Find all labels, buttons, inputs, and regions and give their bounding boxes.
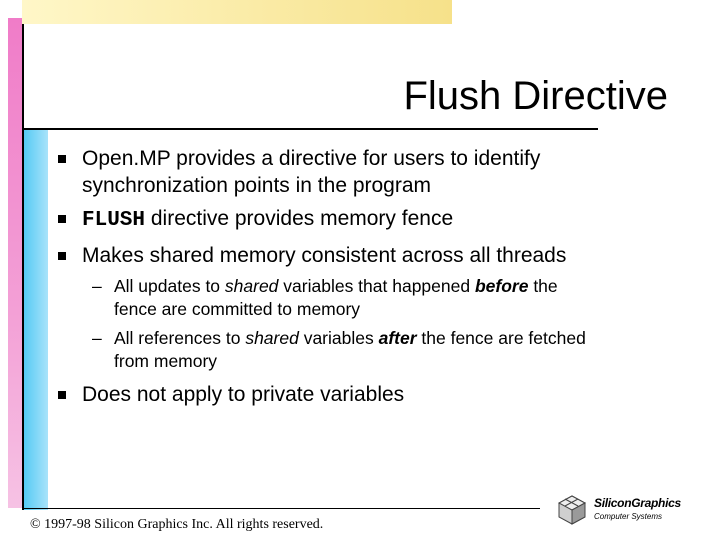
- sub-bullet-1-line-2: fence are committed to memory: [114, 299, 361, 319]
- left-blue-bar: [22, 130, 48, 510]
- left-pink-bar: [8, 18, 22, 508]
- sub-dash-2: –: [92, 328, 102, 348]
- footer-rule: [22, 508, 540, 509]
- bullet-1-line-2: synchronization points in the program: [82, 174, 432, 197]
- slide-title: Flush Directive: [403, 74, 668, 118]
- company-logo: [556, 494, 706, 528]
- bullet-square-icon: [58, 252, 66, 260]
- bullet-4: Does not apply to private variables: [82, 383, 405, 406]
- sgi-cube-icon: [556, 494, 588, 526]
- logo-subtitle: Computer Systems: [594, 512, 663, 521]
- sub-dash-1: –: [92, 276, 102, 296]
- copyright-footer: © 1997-98 Silicon Graphics Inc. All rights reserved.: [30, 517, 324, 532]
- bullet-square-icon: [58, 391, 66, 399]
- flush-keyword: FLUSH: [82, 209, 146, 232]
- top-decor-bar: [22, 0, 452, 24]
- bullet-1-line-1: Open.MP provides a directive for users to identify: [82, 147, 541, 170]
- bullet-3: Makes shared memory consistent across all threads: [82, 244, 567, 267]
- logo-wordmark: SiliconGraphics: [594, 496, 681, 510]
- sub-bullet-1-line-1: All updates to shared variables that happened before the: [114, 276, 558, 296]
- sub-bullet-2-line-2: from memory: [114, 351, 218, 371]
- sub-bullet-2-line-1: All references to shared variables after the fence are fetched: [114, 328, 586, 348]
- bullet-2-text: directive provides memory fence: [145, 207, 454, 230]
- bullet-2: [82, 205, 453, 234]
- title-rule: [22, 128, 598, 130]
- bullet-square-icon: [58, 155, 66, 163]
- left-vertical-rule: [22, 24, 24, 510]
- bullet-square-icon: [58, 215, 66, 223]
